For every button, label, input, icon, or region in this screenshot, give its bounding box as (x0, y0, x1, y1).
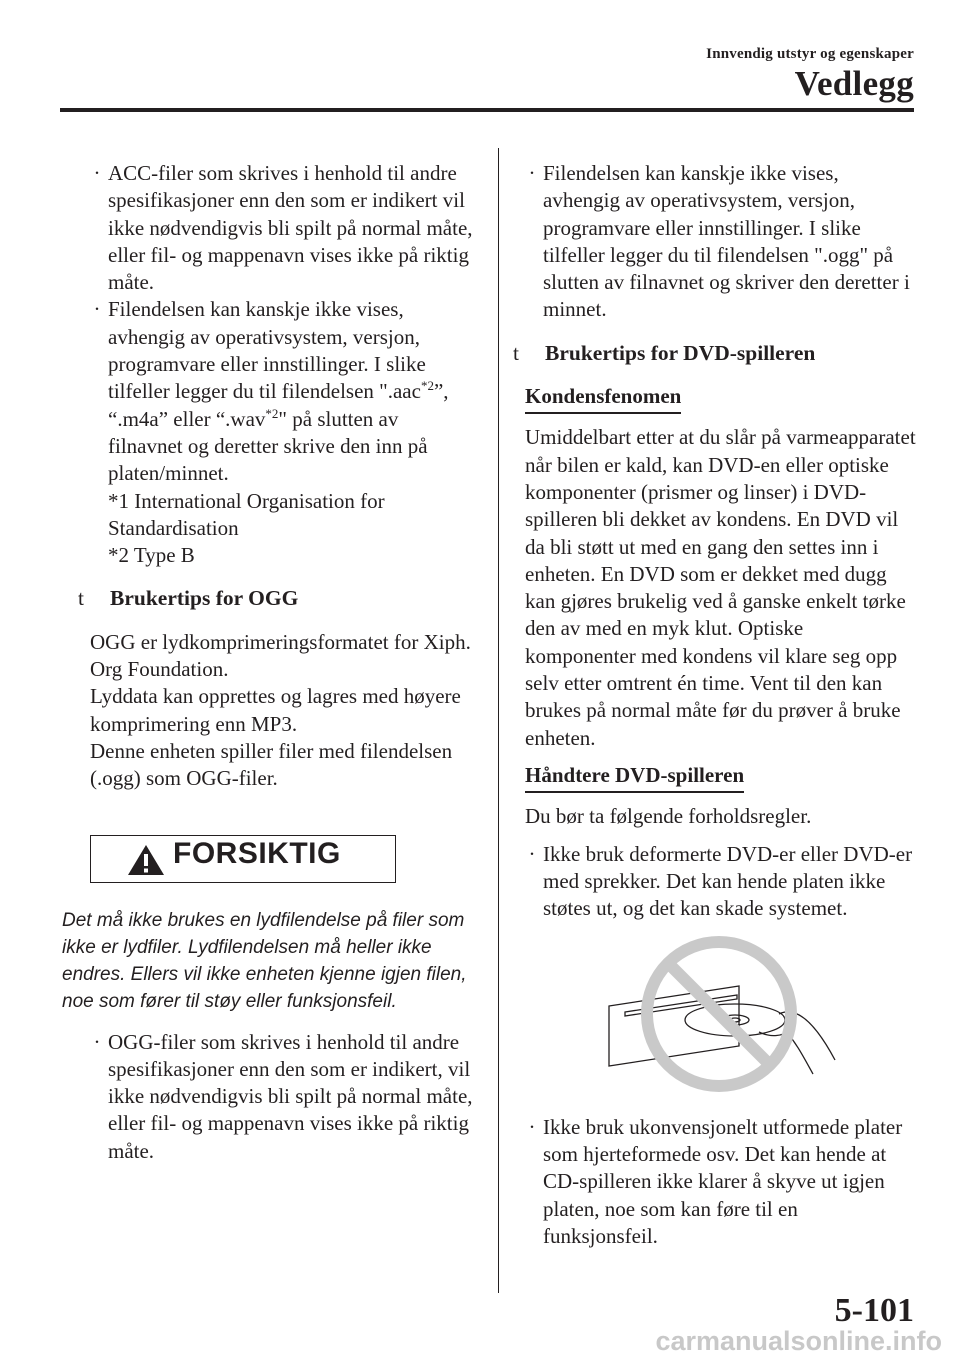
bullet-dot: · (93, 161, 101, 185)
disc-insert-illustration (589, 934, 849, 1092)
list-item-text: Filendelsen kan kanskje ikke vises, avhengig av operativsystem, versjon, programvare eller innstillinger. I slike tilfeller legger du til filendelsen ".aac (108, 297, 426, 404)
paragraph: Denne enheten spiller filer med filendelsen (.ogg) som OGG-filer. (90, 738, 453, 791)
section-heading-dvd (513, 340, 917, 367)
list-item-text: Ikke bruk ukonvensjonelt utformede plater som hjerteformede osv. Det kan hende at CD-spilleren ikke klarer å skyve ut igjen platen, noe som kan føre til en funksjonsfeil. (543, 1114, 903, 1248)
section-heading-ogg (78, 585, 476, 612)
right-column (513, 160, 917, 1250)
page-number: 5-101 (834, 1292, 914, 1329)
header-rule (60, 108, 914, 112)
footnote-ref: *2 (265, 405, 279, 421)
list-item (90, 296, 476, 487)
caution-text: Det må ikke brukes en lydfilendelse på filer som ikke er lydfiler. Lydfilendelsen må heller ikke endres. Ellers vil ikke enheten kjenne igjen filen, noe som fører til støy eller funksjonsfeil. (62, 909, 467, 1012)
paragraph: Lyddata kan opprettes og lagres med høyere komprimering enn MP3. (90, 684, 461, 736)
list-item-text: " på slutten av filnavnet og deretter skrive den inn på platen/minnet. (108, 406, 428, 486)
list-item (525, 1114, 917, 1250)
prohibited-disc-illustration (589, 934, 917, 1099)
list-item-text: ”, “.m4a” eller “.wav (108, 379, 449, 431)
bullet-dot: · (93, 297, 101, 322)
column-divider (498, 148, 499, 1293)
bullet-dot: · (93, 1029, 101, 1054)
watermark-url: carmanualsonline.info (655, 1326, 942, 1356)
left-column (62, 160, 476, 1165)
list-item-text: OGG-filer som skrives i henhold til andre spesifikasjoner enn den som er indikert, vil ikke nødvendigvis bli spilt på normal måte, eller fil- og mappenavn vises ikke på riktig måte. (108, 1029, 473, 1163)
list-item (525, 841, 917, 923)
warning-icon (127, 844, 165, 876)
list-item (90, 160, 476, 296)
caution-label: FORSIKTIG (173, 836, 341, 870)
paragraph: OGG er lydkomprimeringsformatet for Xiph. Org Foundation. (90, 629, 471, 682)
bullet-dot: · (528, 841, 536, 866)
sub-heading-condensation: Kondensfenomen (525, 383, 681, 414)
bullet-dot: · (528, 1114, 536, 1139)
paragraph: Du bør ta følgende forholdsregler. (525, 804, 812, 829)
paragraph: Umiddelbart etter at du slår på varmeapparatet når bilen er kald, kan DVD-en eller optiske komponenter (prismer og linser) i DVD-spilleren bli dekket av kondens. En DVD vil da bli støtt ut med en gang den settes inn i enheten. En DVD som er dekket med dugg kan gjøres brukelig ved å ganske enkelt tørke den av med en myk klut. Optiske komponenter med kondens vil klare seg opp selv etter omtrent én time. Vent til den kan brukes på normal måte før du prøver å bruke enheten. (525, 425, 916, 750)
sub-heading-handling: Håndtere DVD-spilleren (525, 762, 744, 793)
bullet-dot: · (528, 161, 536, 185)
list-item (525, 160, 917, 324)
section-heading-text: Brukertips for OGG (110, 586, 299, 611)
section-heading-text: Brukertips for DVD-spilleren (545, 340, 816, 365)
header-title: Vedlegg (794, 64, 914, 103)
list-item-text: ACC-filer som skrives i henhold til andre spesifikasjoner enn den som er indikert vil ikke nødvendigvis bli spilt på normal måte, eller fil- og mappenavn vises ikke på riktig måte. (108, 161, 473, 295)
section-marker: t (78, 586, 84, 611)
footnote: *1 International Organisation for Standardisation (108, 488, 385, 540)
section-marker: t (513, 340, 519, 365)
list-item-text: Ikke bruk deformerte DVD-er eller DVD-er med sprekker. Det kan hende platen ikke støtes ut, og det kan skade systemet. (543, 841, 913, 921)
caution-box (90, 835, 396, 883)
header-subtitle: Innvendig utstyr og egenskaper (706, 46, 914, 62)
list-item (90, 1029, 476, 1165)
list-item-text: Filendelsen kan kanskje ikke vises, avhengig av operativsystem, versjon, programvare eller innstillinger. I slike tilfeller legger du til filendelsen ".ogg" på slutten av filnavnet og skriver den deretter i minnet. (543, 161, 910, 322)
footnote-ref: *2 (420, 378, 434, 394)
footnote: *2 Type B (108, 543, 195, 568)
